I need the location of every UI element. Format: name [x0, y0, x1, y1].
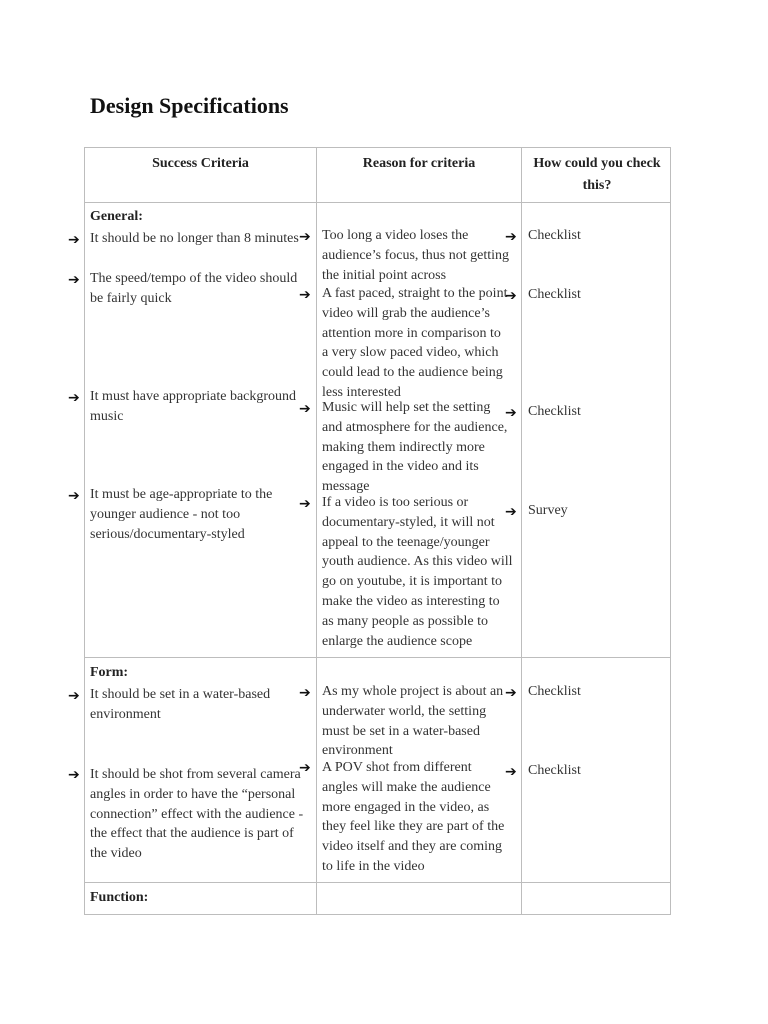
bullet-arrow-icon: ➔	[68, 688, 80, 704]
criteria-cell: It should be set in a water-based environment	[90, 687, 271, 722]
reason-cell: As my whole project is about an underwater world, the setting must be set in a water-based environment	[322, 684, 504, 759]
table-border-bottom	[84, 914, 671, 915]
criteria-cell: It must have appropriate background music	[90, 389, 297, 424]
bullet-arrow-icon: ➔	[68, 488, 80, 504]
bullet-arrow-icon: ➔	[505, 764, 517, 780]
check-cell: Checklist	[528, 684, 581, 699]
table-border-right	[670, 147, 671, 915]
criteria-cell: It must be age-appropriate to the younger audience - not too serious/documentary-styled	[90, 487, 273, 542]
bullet-arrow-icon: ➔	[68, 232, 80, 248]
page-title: Design Specifications	[90, 93, 289, 118]
reason-cell: A POV shot from different angles will make the audience more engaged in the video, as they feel like they are part of the video itself and they are coming to life in the video	[322, 760, 505, 874]
bullet-arrow-icon: ➔	[505, 288, 517, 304]
criteria-cell: It should be shot from several camera angles in order to have the “personal connection” effect with the audience - the effect that the audience is part of the video	[90, 767, 304, 862]
reason-cell: Music will help set the setting and atmosphere for the audience, making them indirectly more engaged in the video and its message	[322, 400, 508, 495]
criteria-cell: The speed/tempo of the video should be fairly quick	[90, 271, 298, 306]
bullet-arrow-icon: ➔	[68, 767, 80, 783]
bullet-arrow-icon: ➔	[299, 287, 311, 303]
bullet-arrow-icon: ➔	[299, 685, 311, 701]
table-row-divider	[84, 657, 671, 658]
reason-cell: If a video is too serious or documentary-styled, it will not appeal to the teenage/younger youth audience. As this video will go on youtube, it is important to make the video as interesting to as many people as possible to enlarge the audience scope	[322, 495, 513, 649]
header-success-criteria: Success Criteria	[152, 156, 249, 171]
header-how-to-check: How could you check this?	[533, 156, 661, 193]
table-border-top	[84, 147, 671, 148]
bullet-arrow-icon: ➔	[505, 504, 517, 520]
bullet-arrow-icon: ➔	[68, 390, 80, 406]
section-label-function: Function:	[90, 890, 149, 905]
bullet-arrow-icon: ➔	[68, 272, 80, 288]
reason-cell: A fast paced, straight to the point video will grab the audience’s attention more in comparison to a very slow paced video, which could lead to the audience being less interested	[322, 286, 508, 400]
bullet-arrow-icon: ➔	[299, 496, 311, 512]
criteria-cell: It should be no longer than 8 minutes	[90, 231, 299, 246]
bullet-arrow-icon: ➔	[505, 229, 517, 245]
table-column-divider	[521, 147, 522, 915]
section-label-form: Form:	[90, 665, 129, 680]
check-cell: Survey	[528, 503, 568, 518]
bullet-arrow-icon: ➔	[299, 401, 311, 417]
table-column-divider	[316, 147, 317, 915]
bullet-arrow-icon: ➔	[299, 229, 311, 245]
bullet-arrow-icon: ➔	[505, 405, 517, 421]
bullet-arrow-icon: ➔	[299, 760, 311, 776]
check-cell: Checklist	[528, 287, 581, 302]
check-cell: Checklist	[528, 404, 581, 419]
check-cell: Checklist	[528, 763, 581, 778]
table-header-divider	[84, 202, 671, 203]
check-cell: Checklist	[528, 228, 581, 243]
bullet-arrow-icon: ➔	[505, 685, 517, 701]
reason-cell: Too long a video loses the audience’s focus, thus not getting the initial point across	[322, 228, 510, 283]
table-border-left	[84, 147, 85, 915]
section-label-general: General:	[90, 209, 143, 224]
header-reason-for-criteria: Reason for criteria	[362, 156, 476, 171]
table-row-divider	[84, 882, 671, 883]
